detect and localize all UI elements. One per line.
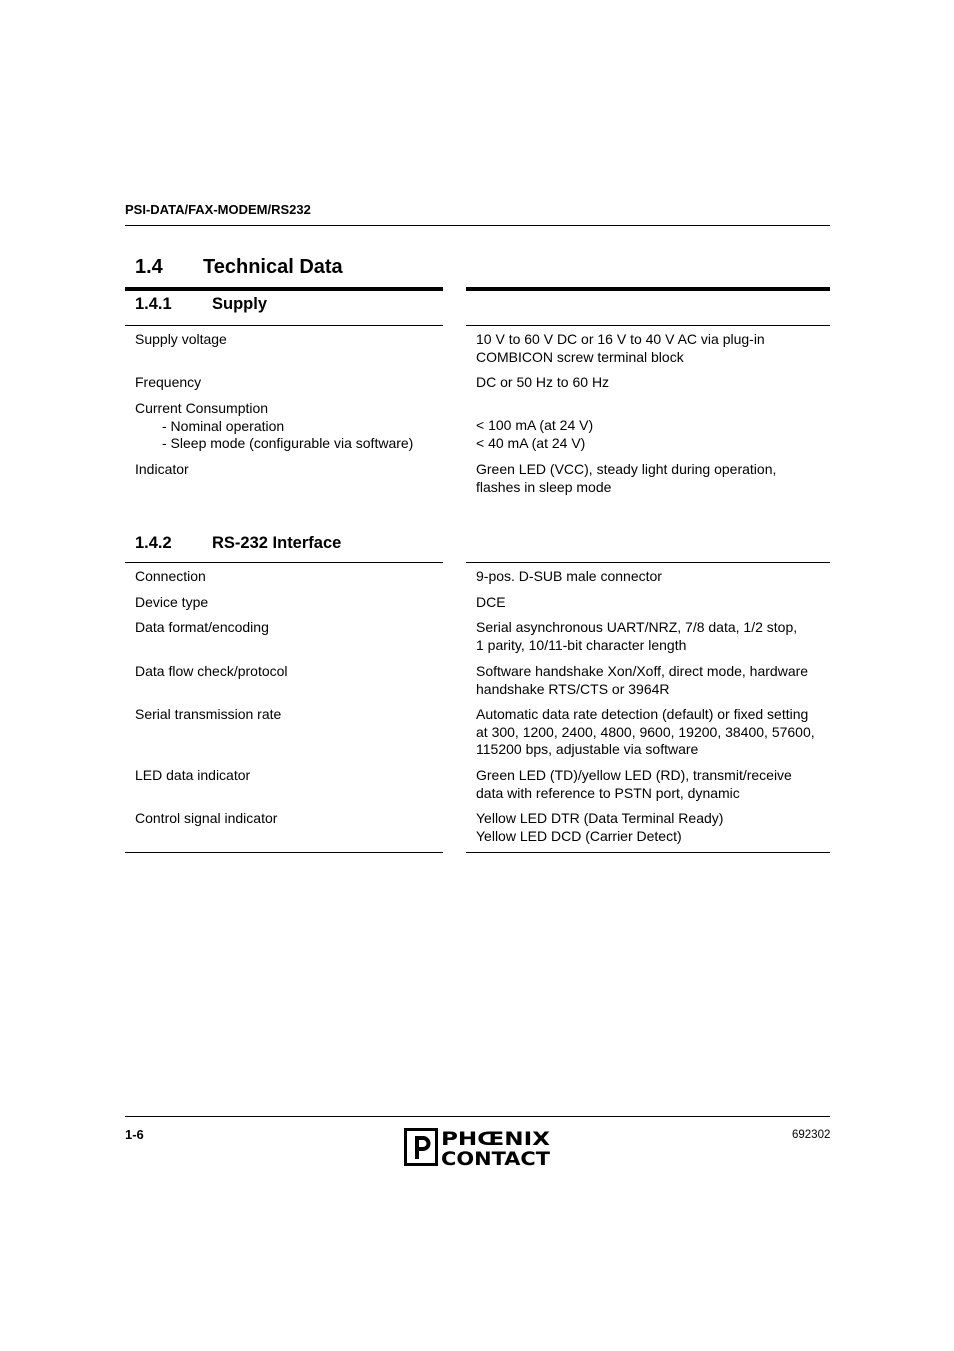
table-rule-right — [466, 562, 830, 563]
spec-value — [476, 810, 826, 845]
page-number: 1-6 — [125, 1127, 144, 1142]
spec-value — [476, 619, 826, 654]
spec-value-line: Automatic data rate detection (default) or fixed setting — [476, 706, 809, 722]
spec-sublabel: - Nominal operation — [162, 417, 285, 434]
spec-value-line: Green LED (VCC), steady light during operation, — [476, 461, 777, 477]
spec-label: Device type — [135, 594, 209, 610]
spec-value-line: Software handshake Xon/Xoff, direct mode, hardware — [476, 663, 809, 679]
spec-sublabel: - Sleep mode (configurable via software) — [162, 435, 414, 451]
section-title: Technical Data — [203, 256, 343, 278]
spec-label: LED data indicator — [135, 767, 251, 783]
running-header: PSI-DATA/FAX-MODEM/RS232 — [125, 202, 311, 217]
section-rule-left — [125, 287, 443, 291]
spec-value — [476, 767, 826, 802]
subsection-title-rs232: RS-232 Interface — [212, 534, 342, 552]
table-bottom-rule-right — [466, 852, 830, 853]
spec-value-line: Yellow LED DTR (Data Terminal Ready) — [476, 810, 724, 826]
spec-label: Control signal indicator — [135, 810, 278, 826]
spec-value-line: 1 parity, 10/11-bit character length — [476, 636, 687, 653]
spec-value-line: 10 V to 60 V DC or 16 V to 40 V AC via plug-in — [476, 331, 765, 347]
spec-value — [476, 706, 826, 759]
subsection-title-supply: Supply — [212, 295, 268, 313]
spec-value: DCE — [476, 594, 506, 610]
spec-label: Connection — [135, 568, 206, 584]
spec-value — [476, 417, 826, 452]
spec-label — [135, 400, 435, 453]
spec-value-line: at 300, 1200, 2400, 4800, 9600, 19200, 38400, 57600, — [476, 723, 815, 740]
spec-value — [476, 331, 826, 366]
spec-label: Data flow check/protocol — [135, 663, 288, 679]
spec-label: Data format/encoding — [135, 619, 269, 635]
spec-value-line: handshake RTS/CTS or 3964R — [476, 680, 670, 697]
spec-value-line: 115200 bps, adjustable via software — [476, 741, 699, 757]
spec-label: Supply voltage — [135, 331, 227, 347]
table-rule-left — [125, 562, 443, 563]
spec-label: Indicator — [135, 461, 189, 477]
header-rule — [125, 225, 830, 226]
spec-value — [476, 663, 826, 698]
spec-label: Frequency — [135, 374, 202, 390]
spec-value — [476, 461, 826, 496]
spec-value: DC or 50 Hz to 60 Hz — [476, 374, 610, 390]
doc-number: 692302 — [792, 1129, 831, 1141]
table-rule-right — [466, 325, 830, 326]
spec-value-line: Yellow LED DCD (Carrier Detect) — [476, 827, 682, 844]
section-rule-right — [466, 287, 830, 291]
spec-value-line: data with reference to PSTN port, dynamic — [476, 784, 740, 801]
table-bottom-rule-left — [125, 852, 443, 853]
section-number: 1.4 — [135, 256, 163, 278]
spec-value-line: flashes in sleep mode — [476, 478, 612, 495]
spec-value: 9-pos. D-SUB male connector — [476, 568, 662, 584]
spec-value-line: < 40 mA (at 24 V) — [476, 434, 586, 451]
spec-value-line: Serial asynchronous UART/NRZ, 7/8 data, 1/2 stop, — [476, 619, 798, 635]
spec-label: Serial transmission rate — [135, 706, 282, 722]
table-rule-left — [125, 325, 443, 326]
spec-value-line: Green LED (TD)/yellow LED (RD), transmit/receive — [476, 767, 792, 783]
logo-word-contact: CONTACT — [441, 1148, 551, 1167]
logo-mark-icon — [404, 1127, 552, 1167]
logo-word-phoenix: PHŒNIX — [441, 1128, 551, 1150]
spec-value-line: COMBICON screw terminal block — [476, 348, 684, 365]
subsection-number-supply: 1.4.1 — [135, 295, 172, 313]
phoenix-contact-logo — [404, 1127, 552, 1167]
spec-value-line: < 100 mA (at 24 V) — [476, 417, 594, 433]
subsection-number-rs232: 1.4.2 — [135, 534, 172, 552]
spec-label-line: Current Consumption — [135, 400, 269, 416]
footer-rule — [125, 1116, 830, 1117]
